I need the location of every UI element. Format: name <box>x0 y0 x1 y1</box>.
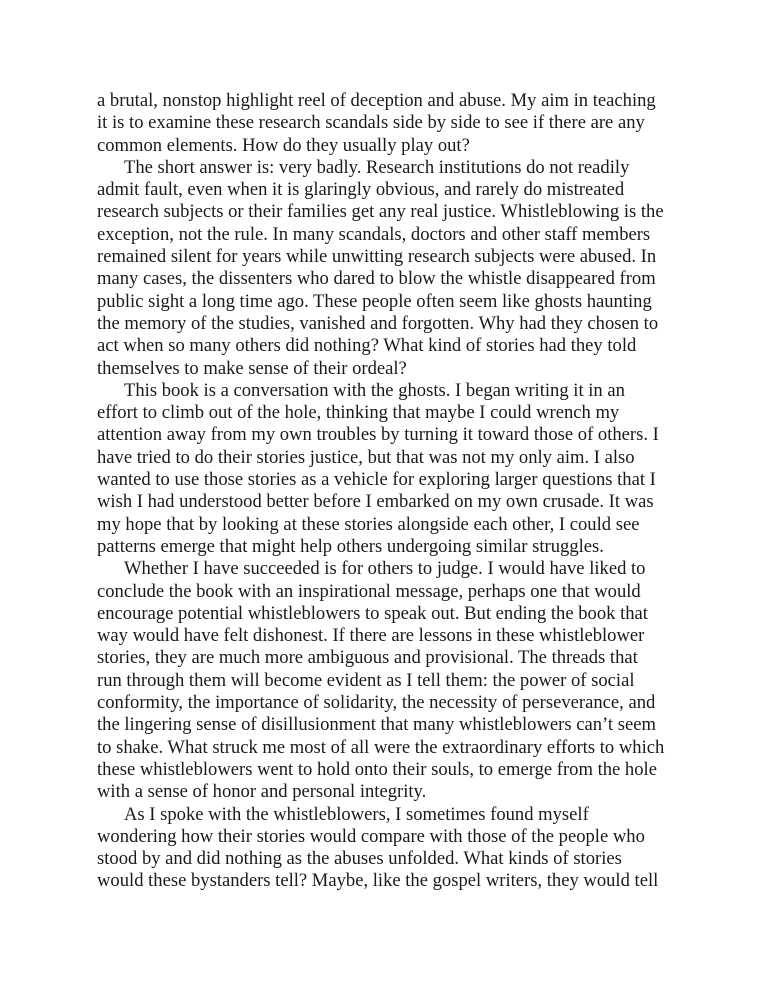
body-paragraph <box>97 804 677 893</box>
body-paragraph <box>97 90 677 157</box>
text-line: As I spoke with the whistleblowers, I sometimes found myself <box>124 803 589 825</box>
text-line: many cases, the dissenters who dared to blow the whistle disappeared from <box>97 268 656 290</box>
text-line: exception, not the rule. In many scandals, doctors and other staff members <box>97 223 651 245</box>
body-paragraph <box>97 157 677 380</box>
text-line: my hope that by looking at these stories alongside each other, I could see <box>97 513 640 535</box>
text-line: The short answer is: very badly. Research institutions do not readily <box>124 156 630 178</box>
text-line: research subjects or their families get any real justice. Whistleblowing is the <box>97 201 664 223</box>
text-line: a brutal, nonstop highlight reel of deception and abuse. My aim in teaching <box>97 90 656 111</box>
text-line: would these bystanders tell? Maybe, like the gospel writers, they would tell <box>97 870 659 892</box>
text-line: wanted to use those stories as a vehicle for exploring larger questions that I <box>97 469 656 491</box>
text-line: act when so many others did nothing? What kind of stories had they told <box>97 335 637 357</box>
text-line: run through them will become evident as I tell them: the power of social <box>97 669 635 691</box>
text-line: conclude the book with an inspirational message, perhaps one that would <box>97 580 641 602</box>
text-line: Whether I have succeeded is for others to judge. I would have liked to <box>124 558 646 580</box>
text-line: have tried to do their stories justice, but that was not my only aim. I also <box>97 446 635 468</box>
text-line: conformity, the importance of solidarity, the necessity of perseverance, and <box>97 692 656 714</box>
text-line: effort to climb out of the hole, thinking that maybe I could wrench my <box>97 402 620 424</box>
text-line: stories, they are much more ambiguous and provisional. The threads that <box>97 647 638 669</box>
body-paragraph <box>97 380 677 558</box>
text-line: remained silent for years while unwitting research subjects were abused. In <box>97 246 657 268</box>
page-body <box>97 90 677 893</box>
text-line: themselves to make sense of their ordeal? <box>97 357 407 379</box>
text-line: wondering how their stories would compare with those of the people who <box>97 825 645 847</box>
text-line: stood by and did nothing as the abuses unfolded. What kinds of stories <box>97 848 622 870</box>
text-line: attention away from my own troubles by turning it toward those of others. I <box>97 424 659 446</box>
text-line: way would have felt dishonest. If there are lessons in these whistleblower <box>97 625 645 647</box>
text-line: these whistleblowers went to hold onto their souls, to emerge from the hole <box>97 758 657 780</box>
text-line: patterns emerge that might help others undergoing similar struggles. <box>97 535 604 557</box>
text-line: This book is a conversation with the ghosts. I began writing it in an <box>124 379 625 401</box>
text-line: the memory of the studies, vanished and forgotten. Why had they chosen to <box>97 312 659 334</box>
text-line: to shake. What struck me most of all were the extraordinary efforts to which <box>97 736 665 758</box>
text-line: wish I had understood better before I embarked on my own crusade. It was <box>97 491 654 513</box>
text-line: it is to examine these research scandals side by side to see if there are any <box>97 112 645 134</box>
text-line: public sight a long time ago. These people often seem like ghosts haunting <box>97 290 652 312</box>
text-line: encourage potential whistleblowers to speak out. But ending the book that <box>97 602 648 624</box>
text-line: admit fault, even when it is glaringly obvious, and rarely do mistreated <box>97 179 625 201</box>
text-line: with a sense of honor and personal integrity. <box>97 781 427 803</box>
text-line: common elements. How do they usually play out? <box>97 134 470 156</box>
body-paragraph <box>97 558 677 803</box>
text-line: the lingering sense of disillusionment that many whistleblowers can’t seem <box>97 714 656 736</box>
